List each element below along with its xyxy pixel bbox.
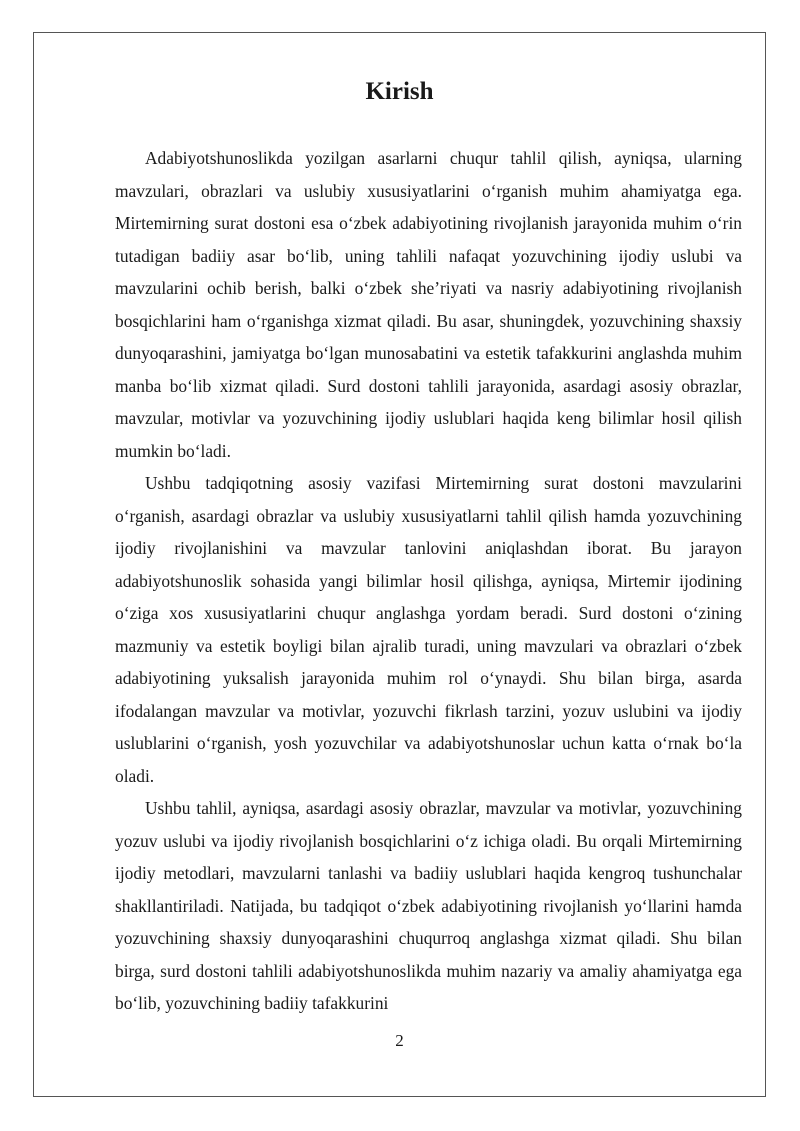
page-title: Kirish — [365, 78, 434, 105]
paragraph-3: Ushbu tahlil, ayniqsa, asardagi asosiy obrazlar, mavzular va motivlar, yozuvchining yozuv uslubi va ijodiy rivojlanish bosqichlarini o‘z ichiga oladi. Bu orqali Mirtemirning ijodiy metodlari, mavzularni tanlashi va badiiy uslublari haqida kengroq tushunchalar shakllantiriladi. Natijada, bu tadqiqot o‘zbek adabiyotining rivojlanish yo‘llarini hamda yozuvchining shaxsiy dunyoqarashini chuqurroq anglashga xizmat qiladi. Shu bilan birga, surd dostoni tahlili adabiyotshunoslikda muhim nazariy va amaliy ahamiyatga ega bo‘lib, yozuvchining badiiy tafakkurini — [115, 798, 742, 1013]
paragraph-2: Ushbu tadqiqotning asosiy vazifasi Mirtemirning surat dostoni mavzularini o‘rganish, asardagi obrazlar va uslubiy xususiyatlarni tahlil qilish hamda yozuvchining ijodiy rivojlanishini va mavzular tanlovini aniqlashdan iborat. Bu jarayon adabiyotshunoslik sohasida yangi bilimlar hosil qilishga, ayniqsa, Mirtemir ijodining o‘ziga xos xususiyatlarini chuqur anglashga yordam beradi. Surd dostoni o‘zining mazmuniy va estetik boyligi bilan ajralib turadi, uning mavzulari va obrazlari o‘zbek adabiyotining yuksalish jarayonida muhim rol o‘ynaydi. Shu bilan birga, asarda ifodalangan mavzular va motivlar, yozuvchi fikrlash tarzini, yozuv uslubini va ijodiy uslublarini o‘rganish, yosh yozuvchilar va adabiyotshunoslar uchun katta o‘rnak bo‘la oladi. — [115, 473, 742, 786]
body-text — [115, 142, 742, 1020]
paragraph-1: Adabiyotshunoslikda yozilgan asarlarni chuqur tahlil qilish, ayniqsa, ularning mavzulari, obrazlari va uslubiy xususiyatlarini o‘rganish muhim ahamiyatga ega. Mirtemirning surat dostoni esa o‘zbek adabiyotining rivojlanish jarayonida muhim o‘rin tutadigan badiiy asar bo‘lib, uning tahlili nafaqat yozuvchining ijodiy uslubi va mavzularini ochib berish, balki o‘zbek she’riyati va nasriy adabiyotining rivojlanish bosqichlarini ham o‘rganishga xizmat qiladi. Bu asar, shuningdek, yozuvchining shaxsiy dunyoqarashini, jamiyatga bo‘lgan munosabatini va estetik tafakkurini anglashda muhim manba bo‘lib xizmat qiladi. Surd dostoni tahlili jarayonida, asardagi asosiy obrazlar, mavzular, motivlar va yozuvchining ijodiy uslublari haqida keng bilimlar hosil qilish mumkin bo‘ladi. — [115, 148, 742, 461]
page-number: 2 — [395, 1031, 404, 1050]
